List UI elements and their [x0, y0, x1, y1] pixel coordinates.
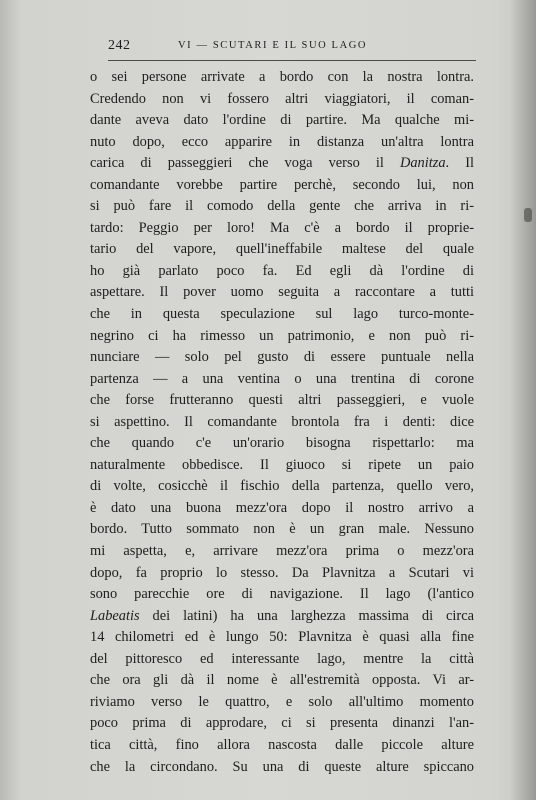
text-line: nunciare — solo pel gusto di essere puntuale nella — [90, 349, 474, 366]
text-line: che forse frutteranno questi altri passeggieri, e vuole — [90, 392, 474, 409]
text-line: sono parecchie ore di navigazione. Il lago (l'antico — [90, 586, 474, 603]
text-line: Labeatis dei latini) ha una larghezza massima di circa — [90, 607, 474, 624]
text-line: ho già parlato poco fa. Ed egli dà l'ordine di — [90, 262, 474, 279]
body-text — [90, 67, 474, 778]
header-rule — [108, 60, 476, 61]
text-line: naturalmente obbedisce. Il giuoco si ripete un paio — [90, 456, 474, 473]
page-number: 242 — [108, 38, 131, 53]
text-line: 14 chilometri ed è lungo 50: Plavnitza è quasi alla fine — [90, 629, 474, 646]
text-line: tica città, fino allora nascosta dalle piccole alture — [90, 736, 474, 753]
page-edge-mark — [524, 208, 532, 222]
text-line: nuto dopo, ecco apparire in distanza un'altra lontra — [90, 133, 474, 150]
text-line: o sei persone arrivate a bordo con la nostra lontra. — [90, 69, 474, 85]
running-title: VI — SCUTARI E IL SUO LAGO — [178, 40, 368, 51]
text-line: carica di passeggieri che voga verso il Danitza. Il — [90, 155, 474, 172]
text-line: tario del vapore, quell'ineffabile maltese del quale — [90, 241, 474, 258]
text-line: negrino ci ha rimesso un patrimonio, e non può ri- — [90, 327, 474, 344]
page-edge-shadow — [510, 0, 536, 800]
text-line: Credendo non vi fossero altri viaggiatori, il coman- — [90, 90, 474, 107]
text-line: che ora gli dà il nome è all'estremità opposta. Vi ar- — [90, 672, 474, 689]
text-line: che la circondano. Su una di queste alture spiccano — [90, 758, 474, 775]
text-line: dopo, fa proprio lo stesso. Da Plavnitza a Scutari vi — [90, 564, 474, 581]
text-line: bordo. Tutto sommato non è un gran male. Nessuno — [90, 521, 474, 538]
text-line: riviamo verso le quattro, e solo all'ultimo momento — [90, 693, 474, 710]
text-line: mi aspetta, e, arrivare mezz'ora prima o mezz'ora — [90, 543, 474, 560]
text-line: poco prima di approdare, ci si presenta dinanzi l'an- — [90, 715, 474, 732]
text-line: dante aveva dato l'ordine di partire. Ma qualche mi- — [90, 112, 474, 129]
text-line: si può fare il comodo della gente che arriva in ri- — [90, 198, 474, 215]
text-line: è dato una buona mezz'ora dopo il nostro arrivo a — [90, 499, 474, 516]
text-line: del pittoresco ed interessante lago, mentre la città — [90, 650, 474, 667]
text-line: partenza — a una ventina o una trentina di corone — [90, 370, 474, 387]
text-line: tardo: Peggio per loro! Ma c'è a bordo il proprie- — [90, 219, 474, 236]
text-line: che quando c'e un'orario bisogna rispettarlo: ma — [90, 435, 474, 452]
running-header — [108, 38, 476, 58]
text-line: si aspettino. Il comandante brontola fra i denti: dice — [90, 413, 474, 430]
text-line: che in questa speculazione sul lago turco-monte- — [90, 306, 474, 323]
text-line: di volte, cosicchè il fischio della partenza, quello vero, — [90, 478, 474, 495]
text-line: aspettare. Il pover uomo seguita a raccontare a tutti — [90, 284, 474, 301]
text-line: comandante vorebbe partire perchè, secondo lui, non — [90, 176, 474, 193]
